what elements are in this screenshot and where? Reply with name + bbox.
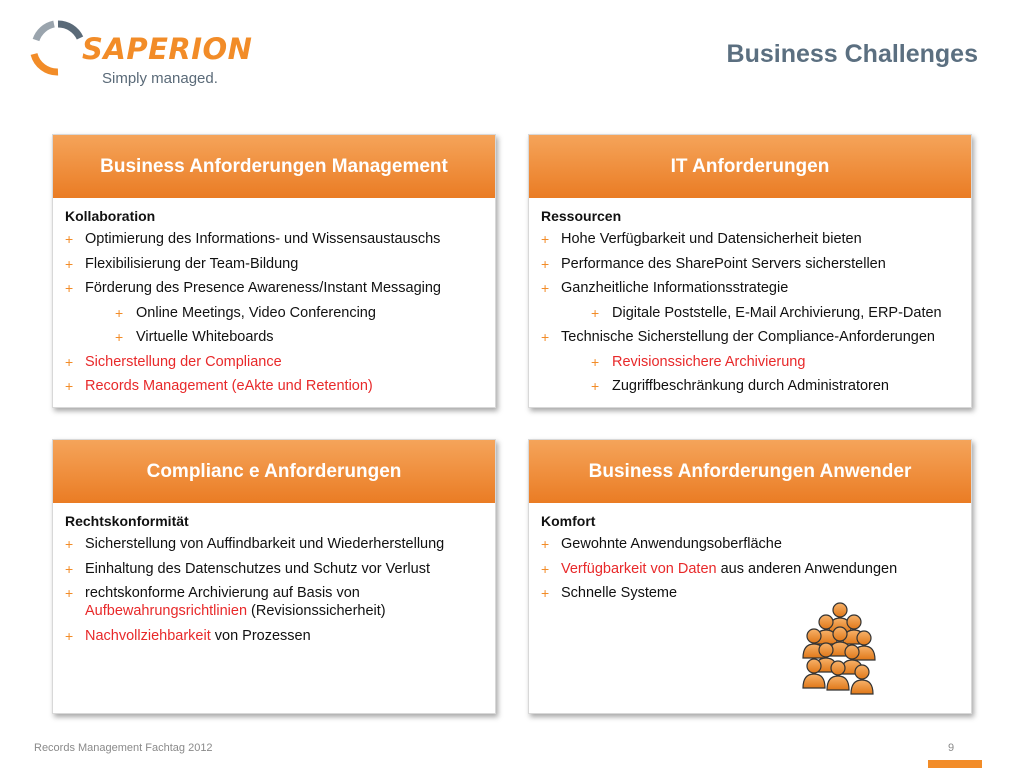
plus-icon: + [65, 627, 74, 644]
bullet-list [65, 230, 483, 395]
list-item [541, 279, 959, 297]
item-text: Zugriffbeschränkung durch Administratoren [612, 378, 889, 394]
plus-icon: + [65, 585, 74, 601]
item-text: Optimierung des Informations- und Wissensaustauschs [85, 231, 441, 247]
section-heading: Rechtskonformität [65, 513, 189, 529]
panel-title: IT Anforderungen [529, 135, 971, 198]
plus-icon: + [65, 536, 74, 552]
item-text: Ganzheitliche Informationsstrategie [561, 280, 789, 296]
plus-icon: + [65, 231, 74, 247]
item-text: von Prozessen [210, 627, 311, 644]
plus-icon: + [591, 378, 600, 394]
list-item [541, 353, 959, 371]
plus-icon: + [541, 536, 550, 552]
item-text: (Revisionssicherheit) [247, 603, 386, 619]
logo-ring-icon [28, 18, 88, 78]
page-number: 9 [948, 742, 955, 754]
item-text: Hohe Verfügbarkeit und Datensicherheit bieten [561, 231, 862, 247]
panel-business-user [528, 439, 972, 714]
highlight-text: Verfügbarkeit von Daten [561, 560, 717, 577]
panel-it [528, 134, 972, 408]
item-text: aus anderen Anwendungen [716, 560, 898, 577]
item-text: Gewohnte Anwendungsoberfläche [561, 536, 782, 552]
corner-accent [928, 760, 982, 768]
panel-title: Business Anforderungen Management [53, 135, 495, 198]
plus-icon: + [541, 560, 550, 577]
plus-icon: + [541, 329, 550, 345]
plus-icon: + [115, 304, 124, 321]
panel-business-management [52, 134, 496, 408]
list-item [65, 230, 483, 248]
section-heading: Kollaboration [65, 208, 156, 224]
people-group-icon [800, 602, 880, 700]
logo-word: SAPERION [82, 32, 253, 66]
item-text: rechtskonforme Archivierung auf Basis von [85, 585, 360, 601]
highlight-text: Revisionssichere Archivierung [612, 353, 806, 370]
plus-icon: + [541, 231, 550, 247]
panel-title: Complianc e Anforderungen [53, 440, 495, 503]
list-item [65, 328, 483, 346]
item-text: Digitale Poststelle, E-Mail Archivierung, ERP-Daten [612, 304, 942, 321]
footer-text: Records Management Fachtag 2012 [34, 742, 213, 754]
item-text: Online Meetings, Video Conferencing [136, 304, 376, 321]
item-text: Sicherstellung von Auffindbarkeit und Wiederherstellung [85, 536, 445, 552]
list-item [541, 328, 959, 346]
panel-title: Business Anforderungen Anwender [529, 440, 971, 503]
plus-icon: + [591, 353, 600, 370]
list-item [541, 377, 959, 395]
item-text: Flexibilisierung der Team-Bildung [85, 255, 299, 272]
item-text: Förderung des Presence Awareness/Instant Messaging [85, 280, 441, 296]
plus-icon: + [591, 304, 600, 321]
logo-tagline: Simply managed. [102, 70, 218, 87]
saperion-logo [28, 14, 253, 94]
list-item [541, 255, 959, 273]
page-title: Business Challenges [726, 40, 978, 68]
bullet-list [65, 535, 483, 645]
list-item [65, 255, 483, 273]
highlight-text: Records Management (eAkte und Retention) [85, 378, 373, 394]
list-item [65, 584, 483, 620]
item-text: Einhaltung des Datenschutzes und Schutz vor Verlust [85, 560, 430, 577]
bullet-list [541, 230, 959, 395]
list-item [541, 535, 959, 553]
item-text: Virtuelle Whiteboards [136, 329, 274, 345]
plus-icon: + [541, 255, 550, 272]
list-item [541, 560, 959, 578]
list-item [541, 230, 959, 248]
list-item [65, 353, 483, 371]
list-item [65, 627, 483, 645]
item-text: Schnelle Systeme [561, 585, 678, 601]
list-item [65, 377, 483, 395]
list-item [65, 535, 483, 553]
list-item [65, 560, 483, 578]
highlight-text: Nachvollziehbarkeit [85, 627, 211, 644]
plus-icon: + [65, 560, 74, 577]
plus-icon: + [65, 280, 74, 296]
plus-icon: + [115, 329, 124, 345]
plus-icon: + [541, 585, 550, 601]
list-item [541, 584, 959, 602]
panel-compliance [52, 439, 496, 714]
item-text: Technische Sicherstellung der Compliance-Anforderungen [561, 329, 935, 345]
plus-icon: + [65, 353, 74, 370]
plus-icon: + [541, 280, 550, 296]
list-item [65, 304, 483, 322]
list-item [541, 304, 959, 322]
highlight-text: Sicherstellung der Compliance [85, 353, 282, 370]
section-heading: Ressourcen [541, 208, 622, 224]
bullet-list [541, 535, 959, 602]
highlight-text: Aufbewahrungsrichtlinien [85, 603, 248, 619]
section-heading: Komfort [541, 513, 596, 529]
plus-icon: + [65, 255, 74, 272]
list-item [65, 279, 483, 297]
item-text: Performance des SharePoint Servers sicherstellen [561, 255, 886, 272]
plus-icon: + [65, 378, 74, 394]
